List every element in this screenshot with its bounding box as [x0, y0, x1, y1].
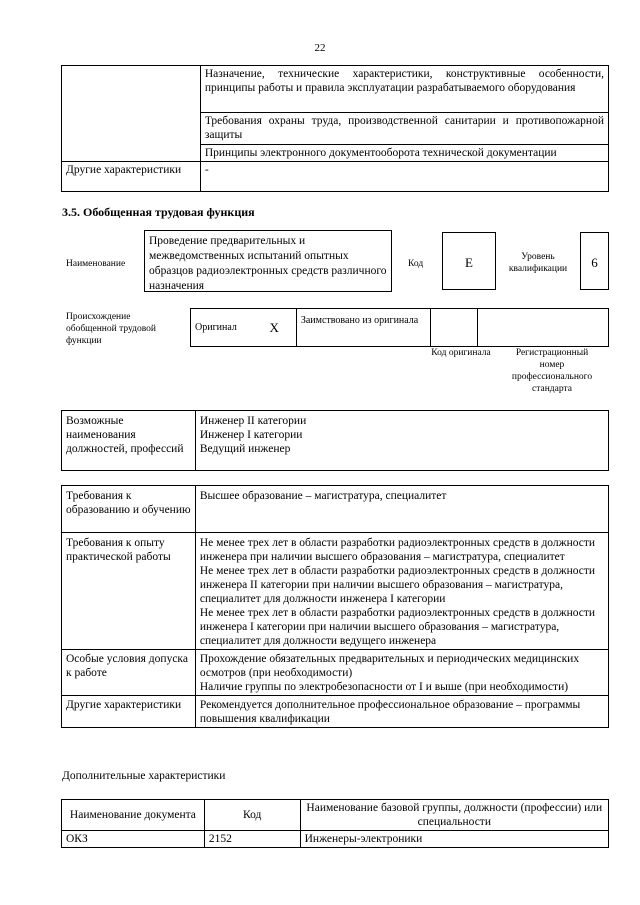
top-other-label: Другие характеристики — [62, 162, 201, 192]
additional-title: Дополнительные характеристики — [62, 770, 226, 782]
experience-label: Требования к опыту практической работы — [62, 533, 196, 650]
top-row-2: Требования охраны труда, производственной санитарии и противопожарной защиты — [200, 113, 608, 145]
experience-item: Не менее трех лет в области разработки радиоэлектронных средств в должности инженера I категории при наличии высшего образования – магистратура, специалитет для должности ведущего инженера — [199, 607, 596, 647]
reg-number-label: Регистрационный номер профессионального стандарта — [511, 348, 593, 394]
top-table — [61, 65, 609, 192]
education-label: Требования к образованию и обучению — [62, 486, 196, 533]
additional-header-doc: Наименование документа — [62, 800, 205, 831]
code-box — [442, 232, 496, 290]
req-other-value: Рекомендуется дополнительное профессиональное образование – программы повышения квалификации — [195, 696, 608, 728]
code-label: Код — [408, 259, 424, 269]
additional-cell-name: Инженеры-электроники — [300, 831, 608, 848]
positions-label: Возможные наименования должностей, профессий — [62, 411, 196, 471]
req-other-label: Другие характеристики — [62, 696, 196, 728]
top-row-1: Назначение, технические характеристики, конструктивные особенности, принципы работы и правила эксплуатации разрабатываемого оборудования — [200, 66, 608, 113]
name-label: Наименование — [66, 259, 126, 269]
requirements-table — [61, 485, 609, 728]
level-label: Уровень квалификации — [508, 252, 568, 274]
special-item: Прохождение обязательных предварительных и периодических медицинских осмотров (при необходимости) — [199, 653, 580, 679]
top-other-value: - — [200, 162, 608, 192]
additional-cell-doc: ОКЗ — [62, 831, 205, 848]
top-row-3: Принципы электронного документооборота технической документации — [200, 145, 608, 162]
origin-label: Происхождение обобщенной трудовой функции — [66, 312, 156, 346]
borrowed-label: Заимствовано из оригинала — [296, 309, 430, 347]
additional-header-code: Код — [204, 800, 300, 831]
name-value-box — [144, 230, 392, 292]
education-value: Высшее образование – магистратура, специалитет — [195, 486, 608, 533]
position-item: Ведущий инженер — [199, 443, 291, 455]
section-title: 3.5. Обобщенная трудовая функция — [62, 205, 255, 219]
special-item: Наличие группы по электробезопасности от I и выше (при необходимости) — [199, 681, 569, 693]
special-label: Особые условия допуска к работе — [62, 650, 196, 696]
position-item: Инженер I категории — [199, 429, 303, 441]
position-item: Инженер II категории — [199, 415, 307, 427]
level-box — [580, 232, 609, 290]
origin-table — [190, 308, 609, 347]
additional-cell-code: 2152 — [204, 831, 300, 848]
experience-item: Не менее трех лет в области разработки радиоэлектронных средств в должности инженера II категории при наличии высшего образования – магистратура, специалитет для должности инженера I категории — [199, 565, 596, 605]
original-mark: X — [252, 309, 296, 347]
level-value: 6 — [591, 255, 598, 270]
positions-table — [61, 410, 609, 471]
additional-header-name: Наименование базовой группы, должности (профессии) или специальности — [300, 800, 608, 831]
code-original-label: Код оригинала — [431, 348, 491, 358]
code-value: E — [465, 255, 473, 270]
page-number: 22 — [314, 42, 326, 54]
table-row — [62, 831, 609, 848]
original-label: Оригинал — [191, 309, 253, 347]
additional-table — [61, 799, 609, 848]
name-value: Проведение предварительных и межведомственных испытаний опытных образцов радиоэлектронных средств различного назначения — [149, 235, 387, 292]
experience-item: Не менее трех лет в области разработки радиоэлектронных средств в должности инженера при наличии высшего образования – магистратура, специалитет — [199, 537, 596, 563]
